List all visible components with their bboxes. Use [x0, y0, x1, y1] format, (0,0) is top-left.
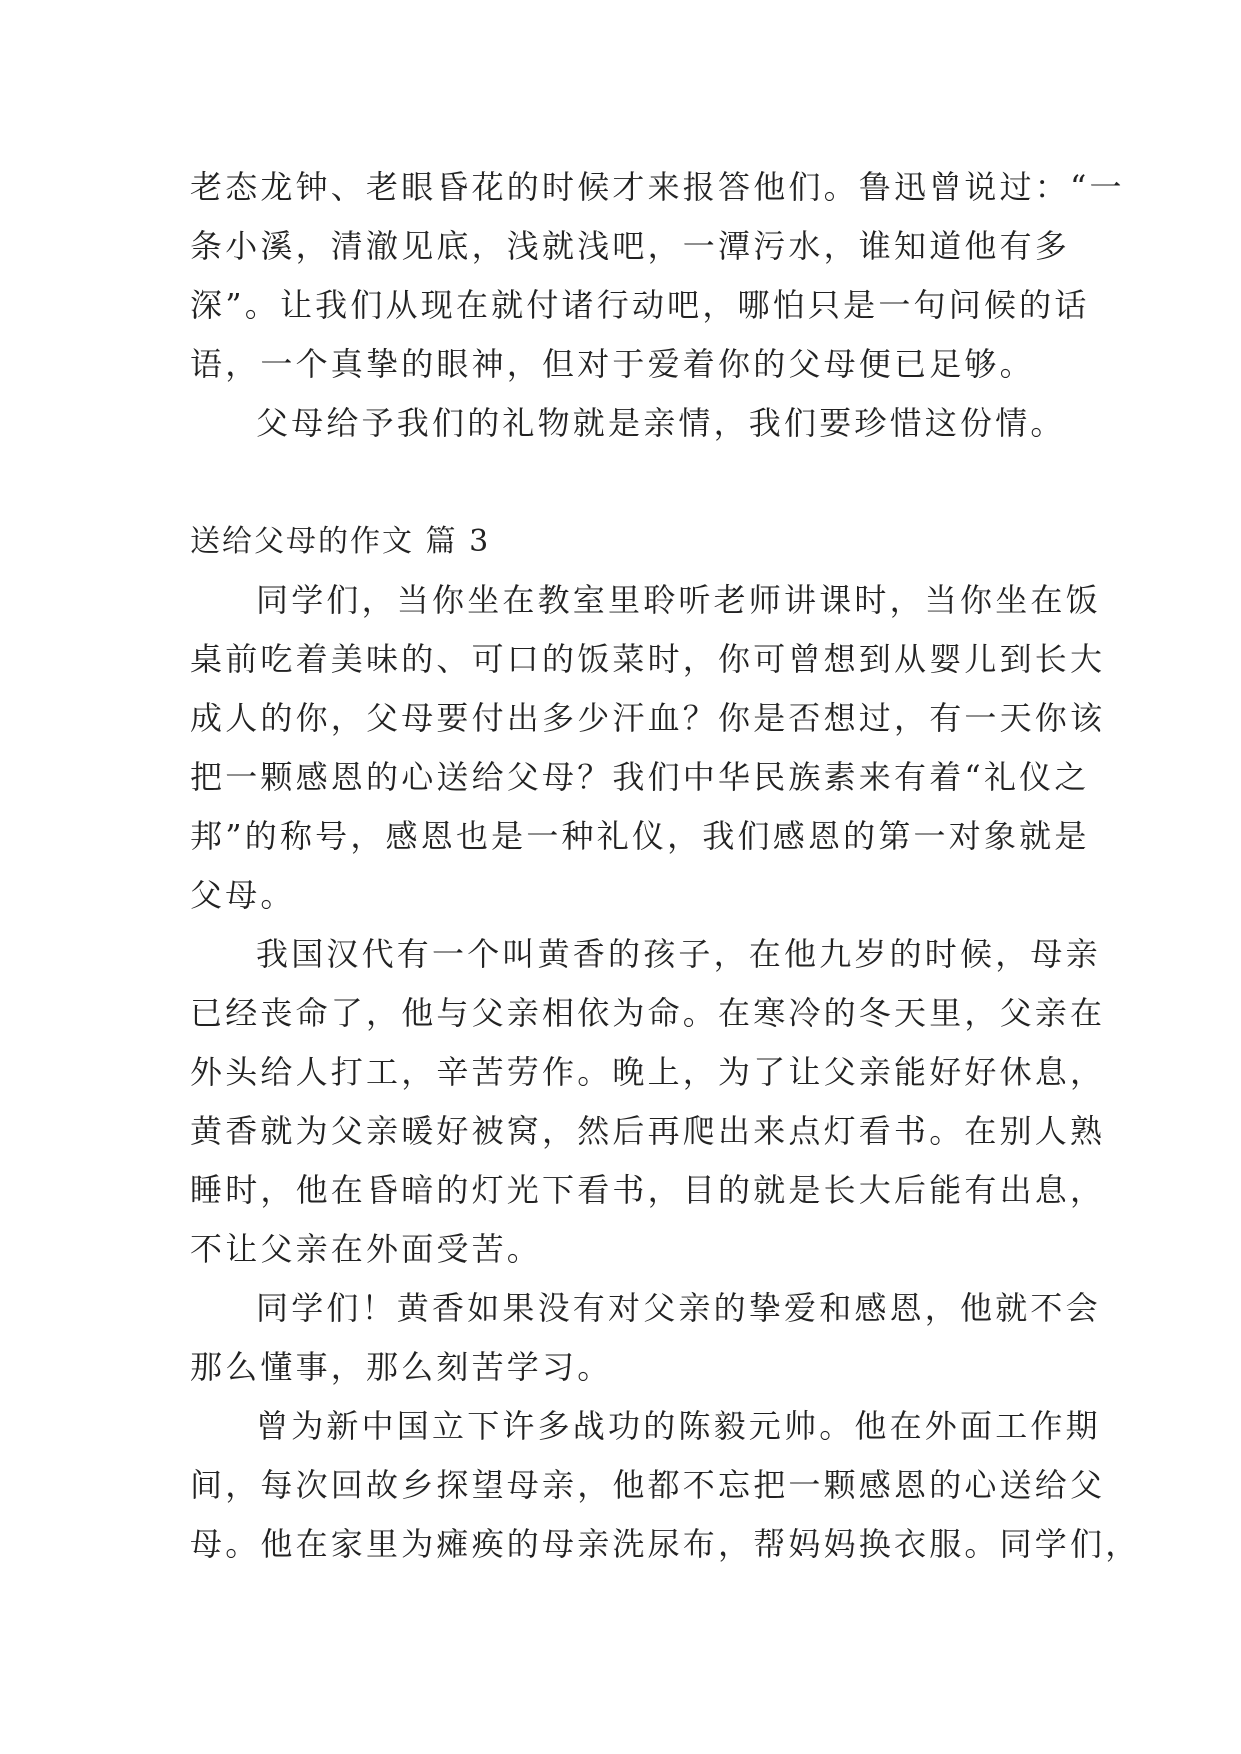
text-line: 语，一个真挚的眼神，但对于爱着你的父母便已足够。	[190, 345, 1035, 383]
paragraph-4	[190, 1397, 1141, 1574]
text-line: 睡时，他在昏暗的灯光下看书，目的就是长大后能有出息，	[190, 1171, 1106, 1209]
text-line: 同学们，当你坐在教室里聆听老师讲课时，当你坐在饭	[256, 581, 1101, 619]
document-page	[190, 158, 1141, 1574]
text-line: 曾为新中国立下许多战功的陈毅元帅。他在外面工作期	[256, 1407, 1101, 1445]
text-line: 深”。让我们从现在就付诸行动吧，哪怕只是一句问候的话	[190, 286, 1090, 324]
text-line: 父母。	[190, 876, 296, 914]
text-line: 间，每次回故乡探望母亲，他都不忘把一颗感恩的心送给父	[190, 1466, 1106, 1504]
section-gap	[190, 453, 1060, 512]
text-line: 父母给予我们的礼物就是亲情，我们要珍惜这份情。	[256, 404, 1066, 442]
section-title: 送给父母的作文 篇 3	[190, 524, 491, 559]
text-line: 同学们！黄香如果没有对父亲的挚爱和感恩，他就不会	[256, 1289, 1101, 1327]
paragraph-1	[190, 571, 1106, 925]
text-line: 桌前吃着美味的、可口的饭菜时，你可曾想到从婴儿到长大	[190, 640, 1106, 678]
text-line: 母。他在家里为瘫痪的母亲洗尿布，帮妈妈换衣服。同学们，	[190, 1525, 1141, 1563]
text-line: 黄香就为父亲暖好被窝，然后再爬出来点灯看书。在别人熟	[190, 1112, 1106, 1150]
closing-paragraph	[190, 394, 1066, 453]
text-line: 成人的你，父母要付出多少汗血？你是否想过，有一天你该	[190, 699, 1106, 737]
text-line: 条小溪，清澈见底，浅就浅吧，一潭污水，谁知道他有多	[190, 227, 1071, 265]
continuation-paragraph	[190, 158, 1125, 394]
text-line: 那么懂事，那么刻苦学习。	[190, 1348, 613, 1386]
text-line: 我国汉代有一个叫黄香的孩子，在他九岁的时候，母亲	[256, 935, 1101, 973]
text-line: 老态龙钟、老眼昏花的时候才来报答他们。鲁迅曾说过：“一	[190, 168, 1125, 206]
paragraph-3	[190, 1279, 1101, 1397]
paragraph-2	[190, 925, 1106, 1279]
text-line: 外头给人打工，辛苦劳作。晚上，为了让父亲能好好休息，	[190, 1053, 1106, 1091]
text-line: 邦”的称号，感恩也是一种礼仪，我们感恩的第一对象就是	[190, 817, 1090, 855]
text-line: 已经丧命了，他与父亲相依为命。在寒冷的冬天里，父亲在	[190, 994, 1106, 1032]
text-line: 把一颗感恩的心送给父母？我们中华民族素来有着“礼仪之	[190, 758, 1090, 796]
text-line: 不让父亲在外面受苦。	[190, 1230, 543, 1268]
